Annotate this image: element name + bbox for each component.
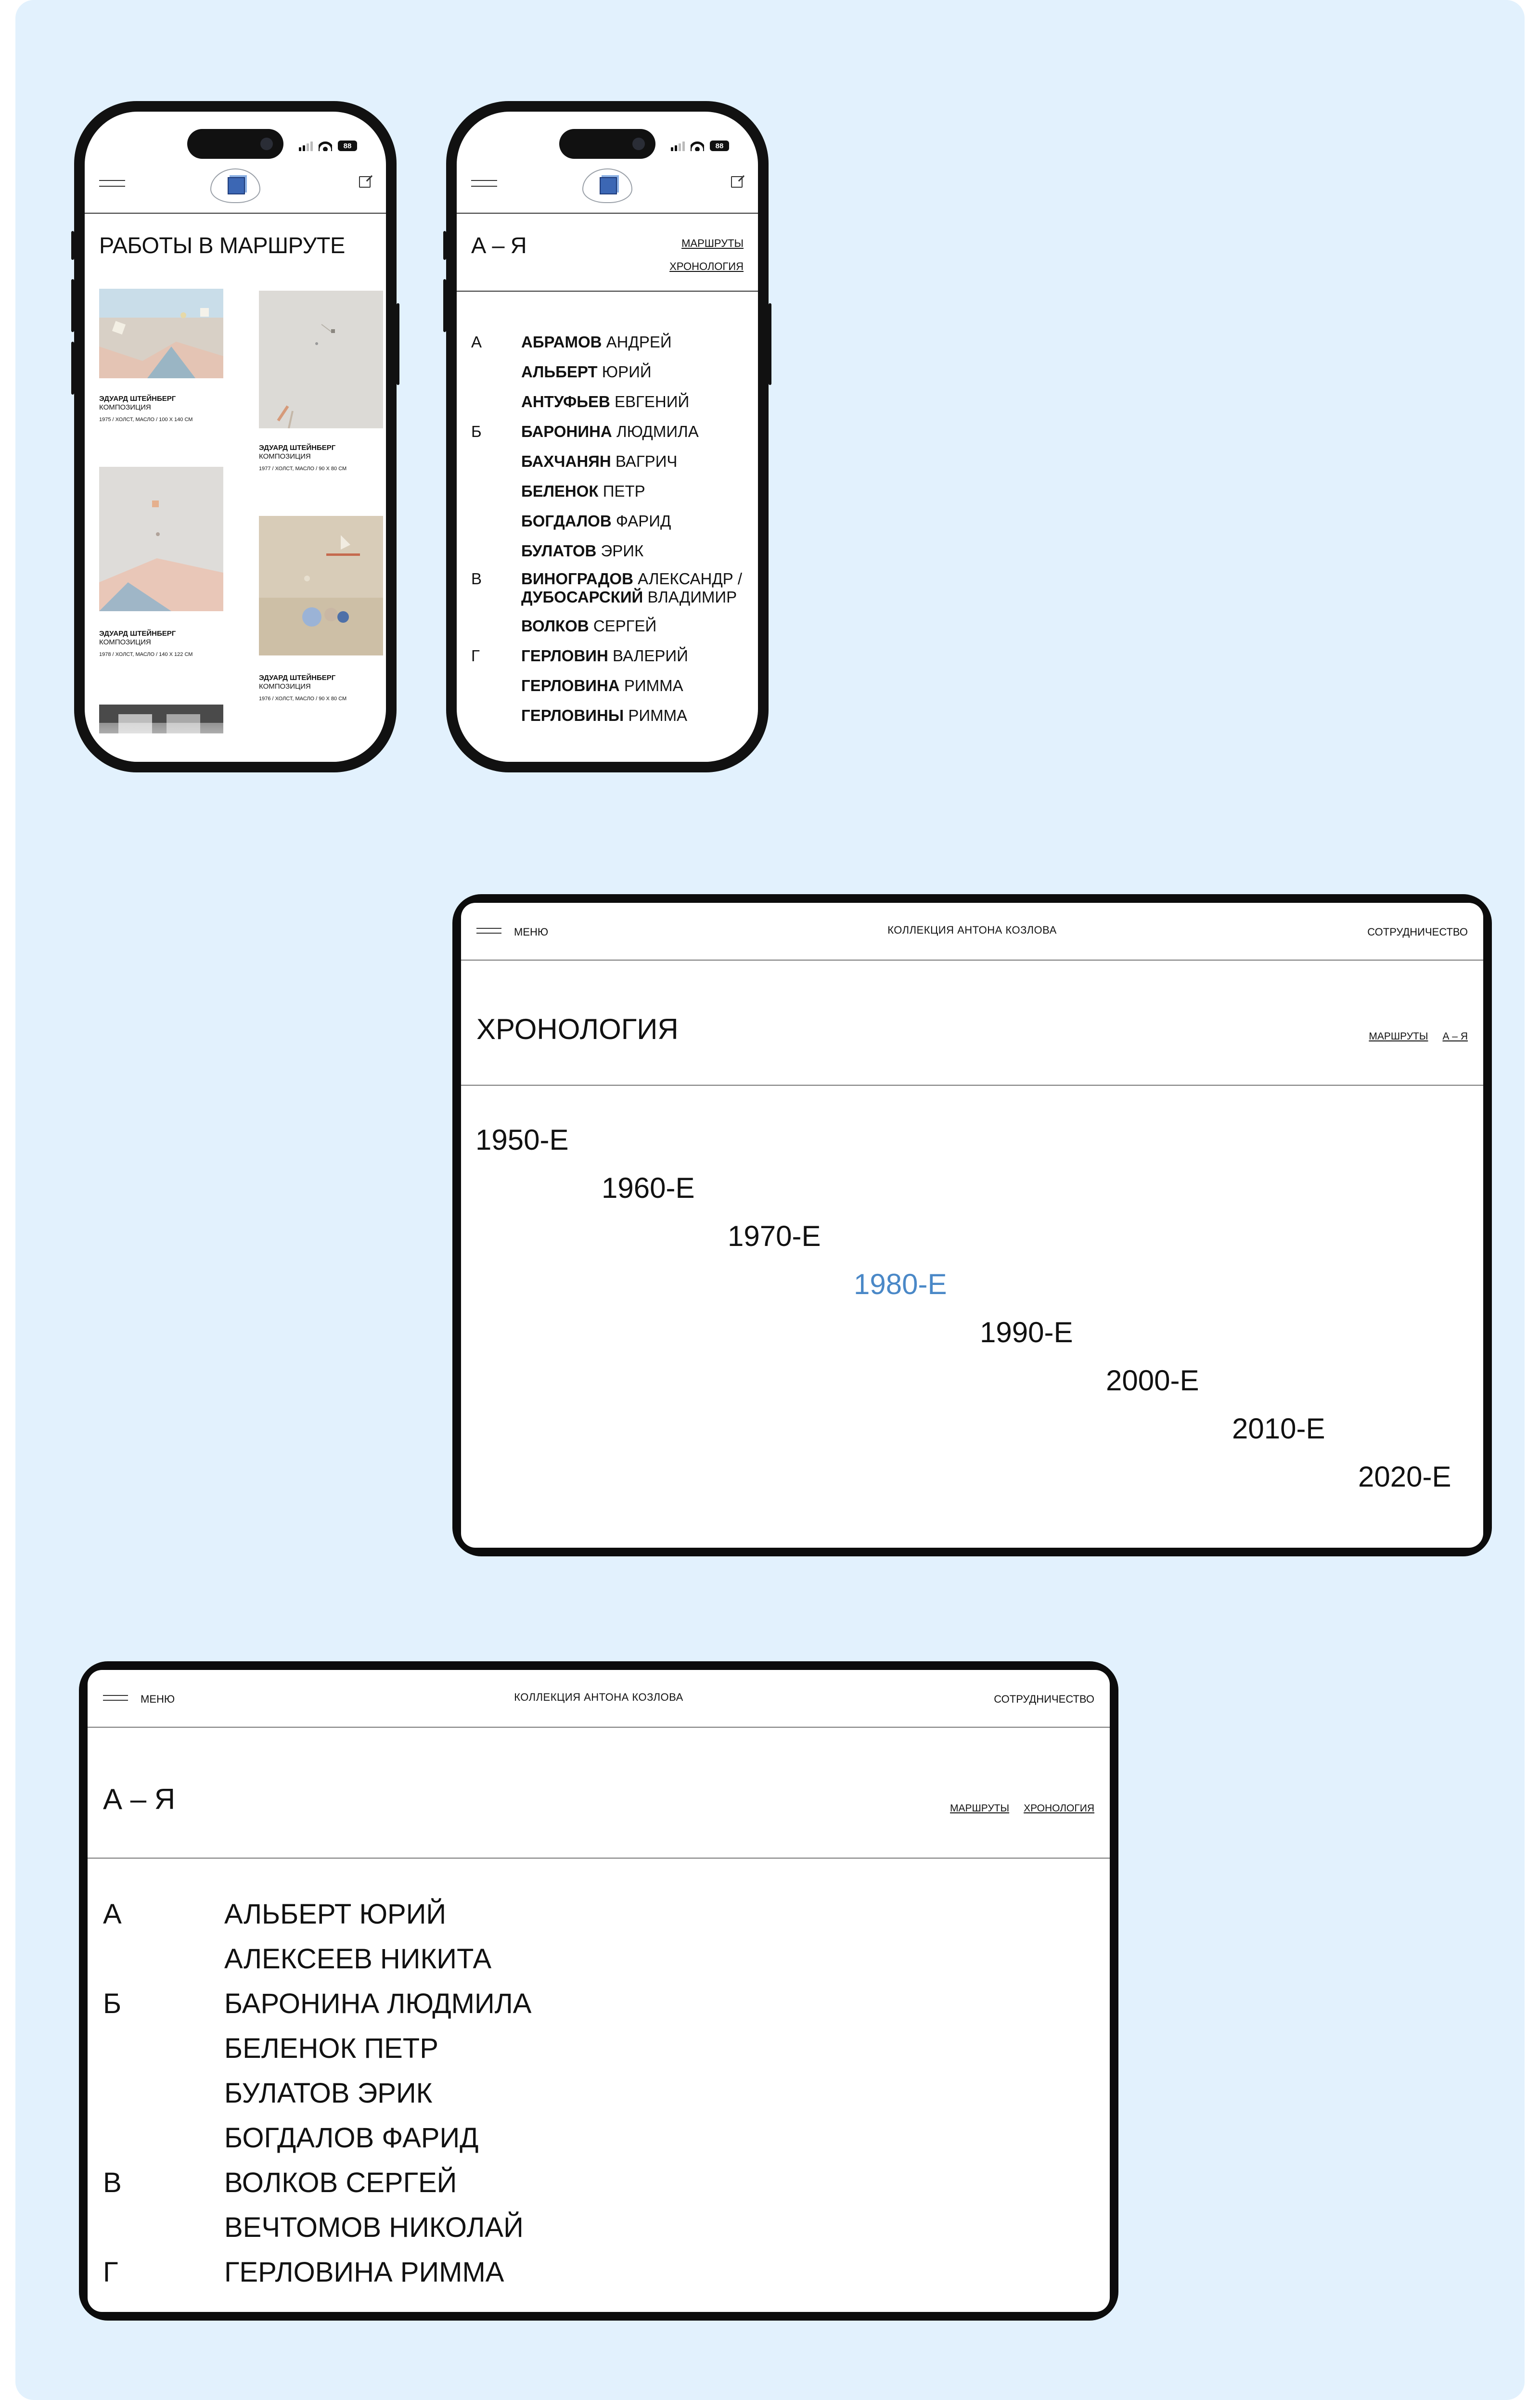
artist-name: АЛЬБЕРТ ЮРИЙ xyxy=(224,1899,447,1930)
phone-header xyxy=(85,165,386,214)
tablet-az-mockup xyxy=(79,1661,1118,2321)
artist-name: АЛЕКСАНДР / xyxy=(638,570,743,588)
index-letter: Б xyxy=(103,1988,122,2019)
artwork-title: КОМПОЗИЦИЯ xyxy=(259,452,311,461)
side-button xyxy=(769,303,771,385)
artwork-meta: 1978 / ХОЛСТ, МАСЛО / 140 Х 122 СМ xyxy=(99,652,193,657)
artist-surname: БУЛАТОВ xyxy=(521,542,597,560)
artist-name: ГЕРЛОВИНА РИММА xyxy=(224,2257,504,2288)
link-routes[interactable]: МАРШРУТЫ xyxy=(681,237,744,249)
top-nav xyxy=(461,903,1483,961)
link-routes[interactable]: МАРШРУТЫ xyxy=(950,1803,1010,1814)
artist-name: ЮРИЙ xyxy=(602,363,652,381)
tablet-chronology-mockup xyxy=(452,894,1492,1556)
artist-name: ВЛАДИМИР xyxy=(647,588,737,606)
artwork-image xyxy=(99,289,223,378)
index-letter: Г xyxy=(471,647,480,665)
hamburger-menu-icon[interactable] xyxy=(103,1694,128,1702)
menu-link[interactable]: МЕНЮ xyxy=(514,926,549,938)
page-title: РАБОТЫ В МАРШРУТЕ xyxy=(99,232,345,258)
signal-icon xyxy=(299,141,313,151)
index-letter: В xyxy=(103,2167,122,2198)
phone-az-screen xyxy=(457,112,758,762)
chronology-screen xyxy=(461,903,1483,1548)
logo[interactable] xyxy=(582,168,632,203)
artwork-image xyxy=(259,516,383,655)
section-links xyxy=(669,232,744,278)
side-button xyxy=(71,342,74,395)
artist-name: ЕВГЕНИЙ xyxy=(615,393,690,411)
index-letter: А xyxy=(103,1899,122,1930)
link-chronology[interactable]: ХРОНОЛОГИЯ xyxy=(669,260,744,272)
artwork-meta: 1976 / ХОЛСТ, МАСЛО / 90 Х 80 СМ xyxy=(259,696,347,702)
artist-name: СЕРГЕЙ xyxy=(593,617,657,635)
artist-name: ВАЛЕРИЙ xyxy=(613,647,688,665)
brand-title[interactable]: КОЛЛЕКЦИЯ АНТОНА КОЗЛОВА xyxy=(514,1691,683,1703)
background-canvas xyxy=(15,0,1525,2400)
artist-surname: БАРОНИНА xyxy=(521,423,612,440)
artwork-author: ЭДУАРД ШТЕЙНБЕРГ xyxy=(259,444,336,452)
dynamic-island xyxy=(187,129,283,159)
title-bar xyxy=(88,1727,1110,1859)
bottom-fade xyxy=(457,727,758,762)
hamburger-menu-icon[interactable] xyxy=(476,927,501,935)
hamburger-menu-icon[interactable] xyxy=(99,179,125,188)
link-chronology[interactable]: ХРОНОЛОГИЯ xyxy=(1024,1803,1094,1814)
side-button xyxy=(443,231,446,260)
phone-works-screen xyxy=(85,112,386,762)
artwork-image xyxy=(259,291,383,428)
artist-surname: АБРАМОВ xyxy=(521,333,602,351)
artwork-image xyxy=(99,467,223,611)
decade-link[interactable]: 1960-Е xyxy=(602,1172,695,1204)
decade-link[interactable]: 1950-Е xyxy=(475,1124,569,1156)
phone-az-mockup xyxy=(446,101,769,772)
phone-works-mockup xyxy=(74,101,397,772)
artist-name: БОГДАЛОВ ФАРИД xyxy=(224,2122,479,2154)
artist-surname: ГЕРЛОВИНА xyxy=(521,677,620,694)
artwork-author: ЭДУАРД ШТЕЙНБЕРГ xyxy=(99,395,176,403)
artist-surname: АЛЬБЕРТ xyxy=(521,363,598,381)
artist-surname: БЕЛЕНОК xyxy=(521,482,599,500)
artist-name: ВАГРИЧ xyxy=(615,452,678,470)
edit-icon[interactable] xyxy=(359,175,372,188)
index-letter: Г xyxy=(103,2257,118,2288)
divider xyxy=(457,291,758,292)
battery-icon: 88 xyxy=(338,141,357,151)
page-title: А – Я xyxy=(471,232,527,258)
side-button xyxy=(71,279,74,332)
link-routes[interactable]: МАРШРУТЫ xyxy=(1369,1031,1428,1042)
artwork-author: ЭДУАРД ШТЕЙНБЕРГ xyxy=(99,629,176,638)
wifi-icon xyxy=(319,141,332,151)
cooperation-link[interactable]: СОТРУДНИЧЕСТВО xyxy=(1367,926,1468,938)
artist-surname: ГЕРЛОВИНЫ xyxy=(521,706,624,724)
decade-link[interactable]: 2000-Е xyxy=(1106,1364,1199,1397)
artwork-title: КОМПОЗИЦИЯ xyxy=(259,682,311,691)
decade-link-active[interactable]: 1980-Е xyxy=(854,1268,947,1300)
side-button xyxy=(71,231,74,260)
logo[interactable] xyxy=(210,168,260,203)
cooperation-link[interactable]: СОТРУДНИЧЕСТВО xyxy=(994,1693,1094,1705)
decade-link[interactable]: 2020-Е xyxy=(1358,1461,1451,1493)
wifi-icon xyxy=(691,141,704,151)
bottom-fade xyxy=(85,723,386,762)
artist-surname: ВИНОГРАДОВ xyxy=(521,570,633,588)
artist-name: АНДРЕЙ xyxy=(606,333,672,351)
artist-name: ВЕЧТОМОВ НИКОЛАЙ xyxy=(224,2212,524,2243)
artist-name: ЛЮДМИЛА xyxy=(616,423,699,440)
menu-link[interactable]: МЕНЮ xyxy=(141,1693,175,1705)
artist-name: БАРОНИНА ЛЮДМИЛА xyxy=(224,1988,532,2019)
artist-name: РИММА xyxy=(628,706,688,724)
artist-name: ЭРИК xyxy=(601,542,644,560)
edit-icon[interactable] xyxy=(731,175,744,188)
artist-name: БУЛАТОВ ЭРИК xyxy=(224,2078,433,2109)
index-letter: В xyxy=(471,570,482,588)
page-title: А – Я xyxy=(103,1783,176,1815)
side-button xyxy=(443,279,446,332)
link-az[interactable]: А – Я xyxy=(1442,1031,1468,1042)
artist-surname: БАХЧАНЯН xyxy=(521,452,611,470)
artist-name: АЛЕКСЕЕВ НИКИТА xyxy=(224,1943,492,1975)
artist-name: ПЕТР xyxy=(603,482,645,500)
index-letter: Б xyxy=(471,423,482,440)
index-letter: А xyxy=(471,333,482,351)
artist-name: БЕЛЕНОК ПЕТР xyxy=(224,2033,438,2064)
artist-surname: ГЕРЛОВИН xyxy=(521,647,608,665)
status-bar xyxy=(671,137,729,151)
section-links xyxy=(950,1803,1094,1814)
battery-icon: 88 xyxy=(710,141,729,151)
artwork-title: КОМПОЗИЦИЯ xyxy=(99,638,151,646)
side-button xyxy=(397,303,399,385)
hamburger-menu-icon[interactable] xyxy=(471,179,497,188)
artist-name: РИММА xyxy=(624,677,683,694)
artist-surname: ВОЛКОВ xyxy=(521,617,589,635)
artwork-meta: 1975 / ХОЛСТ, МАСЛО / 100 Х 140 СМ xyxy=(99,417,193,423)
dynamic-island xyxy=(559,129,655,159)
signal-icon xyxy=(671,141,685,151)
phone-header xyxy=(457,165,758,214)
artist-surname: ДУБОСАРСКИЙ xyxy=(521,588,643,606)
artwork-title: КОМПОЗИЦИЯ xyxy=(99,403,151,411)
decade-link[interactable]: 1990-Е xyxy=(980,1316,1073,1348)
section-links xyxy=(1369,1031,1468,1042)
page-title: ХРОНОЛОГИЯ xyxy=(476,1013,679,1045)
az-screen xyxy=(88,1670,1110,2312)
artist-surname: АНТУФЬЕВ xyxy=(521,393,610,411)
brand-title[interactable]: КОЛЛЕКЦИЯ АНТОНА КОЗЛОВА xyxy=(887,924,1057,936)
top-nav xyxy=(88,1670,1110,1728)
artist-surname: БОГДАЛОВ xyxy=(521,512,612,530)
artwork-meta: 1977 / ХОЛСТ, МАСЛО / 90 Х 80 СМ xyxy=(259,466,347,472)
artist-name: ВОЛКОВ СЕРГЕЙ xyxy=(224,2167,457,2198)
artist-name: ФАРИД xyxy=(616,512,671,530)
artwork-author: ЭДУАРД ШТЕЙНБЕРГ xyxy=(259,674,336,682)
decade-link[interactable]: 1970-Е xyxy=(728,1220,821,1252)
decade-link[interactable]: 2010-Е xyxy=(1232,1412,1325,1445)
status-bar xyxy=(299,137,357,151)
